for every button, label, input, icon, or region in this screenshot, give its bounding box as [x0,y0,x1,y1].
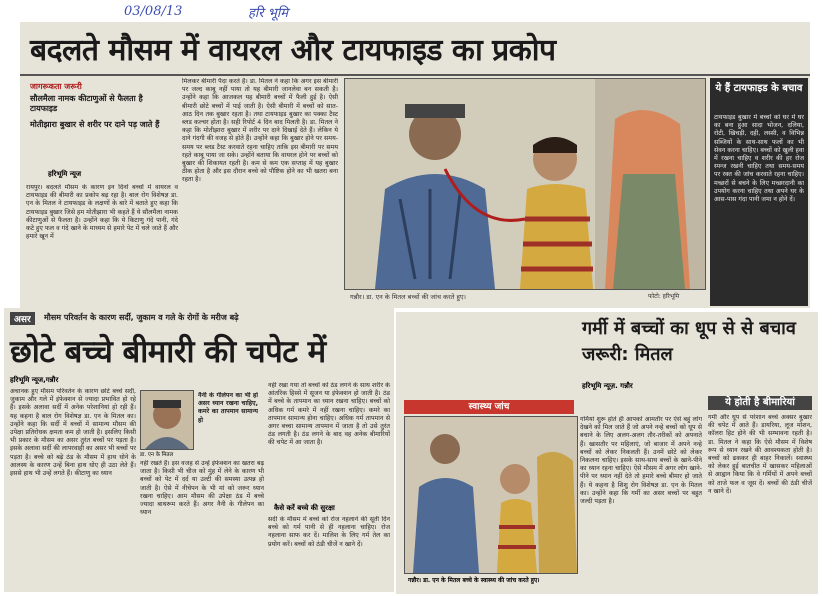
handwritten-paper-name: हरि भूमि [248,6,288,21]
article-typhoid [20,22,810,308]
byline-a1: हरिभूमि न्यूज [48,170,82,178]
article-winter-illness [4,308,394,592]
byline-a2: हरिभूमि न्यूज,गन्नौर [10,376,59,384]
headline-typhoid: बदलते मौसम में वायरल और टायफाइड का प्रकोप [30,33,556,68]
subhead-motijhara: मोतीझारा बुखार से शरीर पर दाने पड़ जाते हैं [30,120,160,129]
sidebar-text: टायफाइड बुखार में बच्चों को घर में घर का बना हुआ सादा भोजन, दलिया, रोटी, खिचड़ी, दही, लस्सी, व विभिन्न सब्जियों के साथ-साथ फलों का भी सेवन करना चाहिए। बच्चों को खुली हवा में रखना चाहिए व शरीर की हर रोज स्पन्ज रखनी चाहिए तथा समय-समय पर रक्त की जांच करवाते रहना चाहिए। मच्छरों से बचने के लिए मच्छरदानी का उपयोग करना चाहिए तथा अपने घर के आस-पास गंदा पानी जमा न होने दें। [714,114,804,204]
handwritten-date: 03/08/13 [124,4,183,19]
photo-doctor-checkup [344,78,706,290]
portrait-illustration [141,391,193,449]
subhead-salmonella: सौलमैला नामक कीटाणुओं से फैलता है टायफाइड [30,94,143,113]
article3-column2: गर्मी और धूप से परेशान बच्चे अक्सर बुखार की चपेट में आते हैं। डायरिया, लूज मोशन, कॉलरा हिट होने की भी सम्भावना रहती है। डा. मितल ने कहा कि ऐसे मौसम में विशेष रूप से ध्यान रखने की आवश्यकता होती है। बच्चों को ढककर ही बाहर निकालें। स्वास्थ्य को लेकर हुई बातचीत में खासकर महिलाओं से आह्वान किया कि वे गर्मियों में अपने बच्चों को ताजे फल व जूस दें। बच्चों की ठंडी चीजें न खाने दें। [708,414,812,495]
article1-column1: रायपुर। बदलते मौसम के कारण इन दिनों बच्चों में वायरल व टायफाइड की बीमारी का प्रकोप बढ़ रहा है। बाल रोग विशेषज्ञ डा. एन के मितल ने टायफाइड के लक्षणों के बारे में बताते हुए कहा कि टायफाइड बुखार जिसे हम मोतीझारा भी कहते हैं ये सौलमैला नामक कीटाणुओं से फैलता है। उन्होंने कहा कि ये किटाणु गंदे पानी, गंदे कटे हुए फल व गंदे खाने के माध्यम से हमारे पेट में चले जाते हैं और हमारे खून में [26,184,178,241]
sidebar-title: ये हैं टायफाइड के बचाव [715,83,803,94]
photo-caption-a3: गन्नौर। डा. एन के मितल बच्चे के स्वास्थ्य की जांच करते हुए। [408,577,540,584]
portrait-caption: नैनी के गीलेपन का भी हो असर ध्यान रखना चाहिए, कमरे का तापमान सामान्य हो [198,392,258,424]
health-check-band: स्वास्थ्य जांच [404,400,574,414]
headline-rule [20,74,810,76]
article1-column2: मिलकर बीमारी पैदा करते हैं। डा. मितल ने कहा कि अगर इस बीमारी पर जल्द काबू नहीं पाया तो यह बीमारी जानलेवा बन सकती है। उन्होंने कहा कि आजकल यह बीमारी बच्चों में फैली हुई है। ऐसी बीमारी छोटे बच्चों में पाई जाती है। ऐसी बीमारी में बच्चों को सात-आठ दिन तक बुखार रहता है। तथा टायफाइड बुखार का पक्का टैस्ट ब्लड कल्चर होता है। सही रिपोर्ट 4 दिन बाद मिलती है। डा. मितल ने कहा कि मोतीझारा बुखार में शरीर पर दाने दिखाई देते हैं। लेकिन ये दाने गंदगी की वजह से होते हैं। उन्होंने कहा कि बुखार होने पर समय-समय पर ब्लड टैस्ट करवाते रहना चाहिए ताकि इस बीमारी पर समय रहते काबू पाया जा सके। उन्होंने बताया कि वायरल होने पर बच्चों को बुखार की शिकायत रहती है। कम से कम एक सप्ताह में यह बुखार ठीक होता है और इस दौरान बच्चे को पौष्टिक होने का भी खतरा बना रहता है। [182,78,338,184]
doctor-child-illustration [345,79,705,289]
checkup-illustration [405,417,577,573]
article3-column1: गर्मियां शुरू होते ही आपको आमतौर पर ऐसे बहुं लोग देखने को मिल जाते हैं जो अपने नन्हे बच्चों को धूप से बचाने के लिए अलग-अलग तौर-तरीकों को अपनाते हैं। खासतौर पर महिलाएं, जो बाजार में अपने नन्हे बच्चों को लेकर निकलती हैं। उनमें छोटे को लेकर निकलना चाहिए। इसके साथ-साथ बच्चों के खाने-पीने का ध्यान रहना चाहिए। ऐसे मौसम में अगर लोग खाने-पीने पर ध्यान नहीं देते तो हमारे बच्चे बीमार हो जाते हैं। ये कहना है शिशु रोग विशेषज्ञ डा. एन के मितल का। उन्होंने कहा कि गर्मी का असर बच्चों पर बहुत जल्दी पड़ता है। [580,416,702,506]
article2-column2b: सर्दी के मौसम में बच्चे को रोज नहलाने की सूती दिन बच्चे को गर्म पानी से ही नहलाना चाहिए। रोज नहलाना साफ कर दें। मालिश के लिए गर्म तेल का प्रयोग करें। बच्चों को ठंडी चीजें न खाने दें। [268,516,390,548]
article2-column1: अचानक हुए मौसम परिवर्तन के कारण छोटे बच्चे सर्दी, जुकाम और गले में इंफेक्शन से ज्यादा प्रभावित हो रहे हैं। इसके अलावा सर्दी में अनेक परेशानियां हो रही हैं। यह कहना है बाल रोग विशेषज्ञ डा. एन के मितल का। उन्होंने कहा कि सर्दी में बच्चों में सामान्य मौसम की उपेक्षा प्रतिरोधक क्षमता कम हो जाती है। इसलिए किसी भी प्रकार के मौसम का असर तुरंत बच्चों पर पड़ता है। इसके अलावा सर्दी की लापरवाही का असर भी बच्चों पर पड़ता है। बच्चे को बढ़े ठंड के मौसम में हाथ धोने के आलस्य के कारण उन्हें बिना हाथ धोए ही उठा लेते हैं। इससे हाथ भी उन्हें लगते हैं। कीटाणु का ध्यान [10,388,136,478]
headline-a3-text: गर्मी में बच्चों का धूप से से बचाव जरूरी: मितल [582,318,796,365]
headline-a2: छोटे बच्चे बीमारी की चपेट में [10,334,326,370]
photo-dr-mittal [140,390,194,450]
byline-a3: हरिभूमि न्यूज़. गन्नौर [582,382,633,390]
sidebar-prevention [710,78,808,306]
portrait-label: डा. एन के मितल [140,452,174,458]
photo-health-check [404,416,578,574]
article2-column2: नहीं रखा गया तो बच्चों को ठंड लगने के साथ शरीर के आंतरिक हिस्से में सूजन या इंफेक्शन हो जाती है। ठंड में बच्चे के तापमान का ध्यान रखना चाहिए। बच्चों को अधिक गर्म कमरे में नहीं रखना चाहिए। कमरे का तापमान सामान्य होना चाहिए। अधिक गर्म तापमान से अगर बच्चा सामान्य तापमान में जाता है तो उसे तुरंत ठंड लगती है। ठंड लगने के बाद वह अनेक बीमारियों की चपेट में आ जाता है। [268,382,390,447]
kicker-awareness: जागरूकता जरूरी [30,82,82,91]
photo-credit-a1: फोटो: हरिभूमि [648,293,680,300]
headline-a3 [582,316,814,374]
article-summer-sun [396,312,818,594]
photo-caption-a1: गन्नौर। डा. एन के मितल बच्चों की जांच करते हुए। [350,293,467,301]
article2-column1b: नहीं रखते हैं। इस वजह से उन्हें इंफेक्शन का खतरा बढ़ जाता है। किसी भी चीज को मुंह में लेने के कारण भी बच्चों को पेट में दर्द या उल्टी की समस्या उत्पन्न हो जाती है। ऐसे में नीचेपन के भी मां को जरूर ध्यान रखना चाहिए। आम मौसम की उपेक्षा ठंड में बच्चे ज्यादा बाथरूम करते हैं। अगर नैनी के गीलेपन का ध्यान [140,460,264,517]
tag-asar: असर [10,312,35,325]
subhead-protection: कैसे करें बच्चे की सुरक्षा [274,504,335,512]
sidehead-diseases: ये होती है बीमारियां [708,396,812,410]
kicker-a2: मौसम परिवर्तन के कारण सर्दी, जुकाम व गले के रोगों के मरीज बढ़े [44,313,239,322]
